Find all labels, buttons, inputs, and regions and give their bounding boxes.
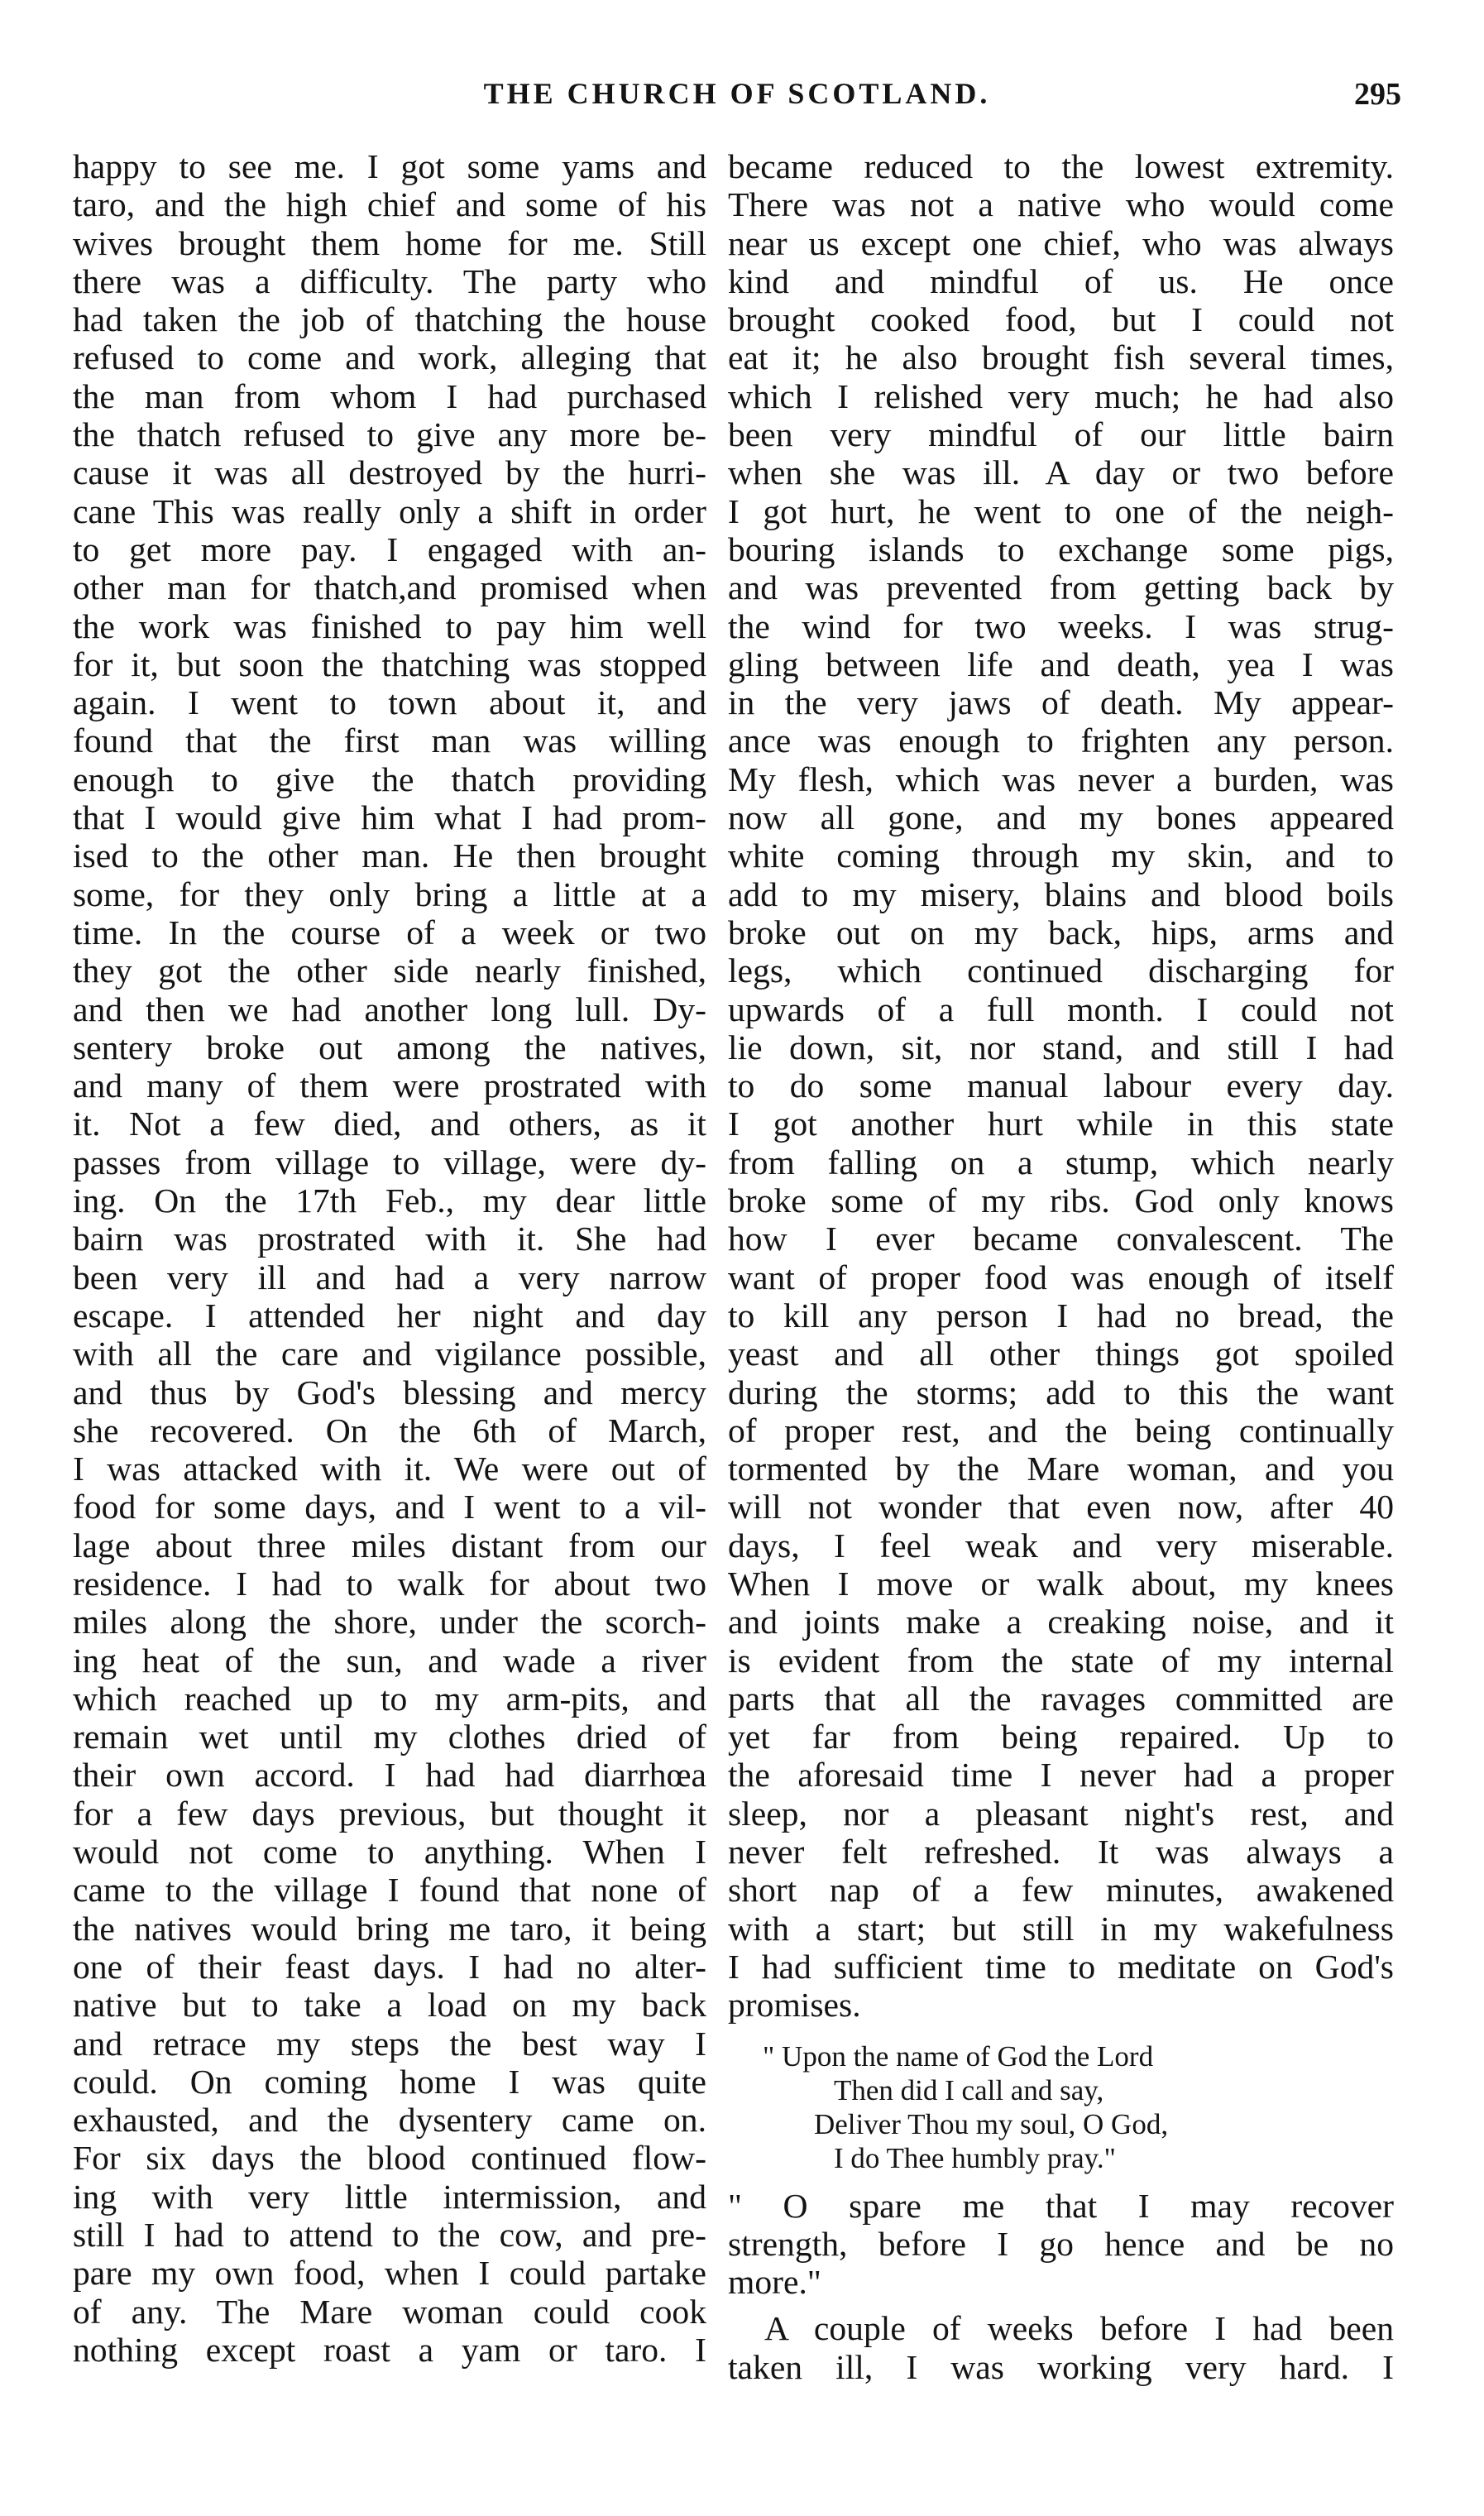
text-line: now all gone, and my bones appeared (728, 798, 1394, 837)
text-line: upwards of a full month. I could not (728, 990, 1394, 1028)
text-line: of proper rest, and the being continually (728, 1411, 1394, 1450)
text-line: during the storms; add to this the want (728, 1373, 1394, 1411)
text-line: would not come to anything. When I (73, 1833, 706, 1871)
text-line: for a few days previous, but thought it (73, 1794, 706, 1833)
text-line: refused to come and work, alleging that (73, 338, 706, 377)
right-column (728, 147, 1394, 2386)
text-line: been very mindful of our little bairn (728, 415, 1394, 454)
verse-line: " Upon the name of God the Lord (763, 2039, 1154, 2073)
text-line: for it, but soon the thatching was stopped (73, 645, 706, 683)
text-line: it. Not a few died, and others, as it (73, 1105, 706, 1143)
text-line: and was prevented from getting back by (728, 568, 1394, 607)
text-line: There was not a native who would come (728, 185, 1394, 224)
text-line: strength, before I go hence and be no (728, 2224, 1394, 2263)
text-line: and then we had another long lull. Dy- (73, 990, 706, 1028)
text-line: ing heat of the sun, and wade a river (73, 1641, 706, 1680)
text-line: I was attacked with it. We were out of (73, 1450, 706, 1488)
text-line: escape. I attended her night and day (73, 1296, 706, 1335)
verse-line: Then did I call and say, (834, 2073, 1104, 2106)
verse-line: I do Thee humbly pray." (834, 2141, 1116, 2174)
text-line: My flesh, which was never a burden, was (728, 760, 1394, 798)
text-line: A couple of weeks before I had been (764, 2309, 1394, 2348)
text-line: passes from village to village, were dy- (73, 1143, 706, 1181)
text-line: with a start; but still in my wakefulness (728, 1909, 1394, 1948)
text-line: is evident from the state of my internal (728, 1641, 1394, 1680)
left-column (73, 147, 706, 2369)
text-line: ing. On the 17th Feb., my dear little (73, 1181, 706, 1220)
text-line: broke out on my back, hips, arms and (728, 913, 1394, 951)
running-title: THE CHURCH OF SCOTLAND. (483, 77, 991, 110)
text-line: of any. The Mare woman could cook (73, 2292, 706, 2331)
text-line: miles along the shore, under the scorch- (73, 1603, 706, 1641)
text-line: bouring islands to exchange some pigs, (728, 530, 1394, 568)
text-line: lage about three miles distant from our (73, 1526, 706, 1565)
text-line: short nap of a few minutes, awakened (728, 1871, 1394, 1910)
text-line: some, for they only bring a little at a (73, 875, 706, 913)
text-line: taro, and the high chief and some of his (73, 185, 706, 224)
text-line: I had sufficient time to meditate on God's (728, 1947, 1394, 1986)
text-line: found that the first man was willing (73, 721, 706, 760)
text-line: yeast and all other things got spoiled (728, 1335, 1394, 1373)
text-line: taken ill, I was working very hard. I (728, 2347, 1394, 2386)
text-line: been very ill and had a very narrow (73, 1258, 706, 1296)
text-line: near us except one chief, who was always (728, 223, 1394, 262)
text-line: broke some of my ribs. God only knows (728, 1181, 1394, 1220)
text-line: ised to the other man. He then brought (73, 836, 706, 875)
text-line: I got another hurt while in this state (728, 1105, 1394, 1143)
text-line: how I ever became convalescent. The (728, 1220, 1394, 1258)
text-line: to get more pay. I engaged with an- (73, 530, 706, 568)
text-line: to do some manual labour every day. (728, 1066, 1394, 1105)
text-line: there was a difficulty. The party who (73, 261, 706, 300)
text-line: when she was ill. A day or two before (728, 453, 1394, 492)
text-line: cane This was really only a shift in order (73, 491, 706, 530)
text-line: again. I went to town about it, and (73, 683, 706, 722)
text-line: had taken the job of thatching the house (73, 300, 706, 339)
text-line: wives brought them home for me. Still (73, 223, 706, 262)
text-line: legs, which continued discharging for (728, 951, 1394, 990)
text-line: brought cooked food, but I could not (728, 300, 1394, 339)
text-line: the thatch refused to give any more be- (73, 415, 706, 454)
text-line: which I relished very much; he had also (728, 376, 1394, 415)
text-line: the aforesaid time I never had a proper (728, 1756, 1394, 1795)
text-line: with all the care and vigilance possible, (73, 1335, 706, 1373)
text-line: white coming through my skin, and to (728, 836, 1394, 875)
text-line: tormented by the Mare woman, and you (728, 1450, 1394, 1488)
text-line: sleep, nor a pleasant night's rest, and (728, 1794, 1394, 1833)
text-line: lie down, sit, nor stand, and still I had (728, 1028, 1394, 1066)
text-line: For six days the blood continued flow- (73, 2139, 706, 2178)
verse-line: Deliver Thou my soul, O God, (814, 2107, 1169, 2140)
text-line: still I had to attend to the cow, and pre- (73, 2216, 706, 2255)
text-line: I got hurt, he went to one of the neigh- (728, 491, 1394, 530)
text-line: add to my misery, blains and blood boils (728, 875, 1394, 913)
text-line: to kill any person I had no bread, the (728, 1296, 1394, 1335)
text-line: and joints make a creaking noise, and it (728, 1603, 1394, 1641)
text-line: nothing except roast a yam or taro. I (73, 2330, 706, 2369)
text-line: cause it was all destroyed by the hurri- (73, 453, 706, 492)
text-line: could. On coming home I was quite (73, 2062, 706, 2101)
text-line: the wind for two weeks. I was strug- (728, 606, 1394, 645)
text-line: she recovered. On the 6th of March, (73, 1411, 706, 1450)
text-line: which reached up to my arm-pits, and (73, 1679, 706, 1718)
text-line: kind and mindful of us. He once (728, 261, 1394, 300)
text-line: never felt refreshed. It was always a (728, 1833, 1394, 1871)
page-number: 295 (1354, 77, 1401, 112)
text-line: the work was finished to pay him well (73, 606, 706, 645)
text-line: the natives would bring me taro, it being (73, 1909, 706, 1948)
text-line: days, I feel weak and very miserable. (728, 1526, 1394, 1565)
prayer-paragraph (728, 2187, 1394, 2302)
text-line: came to the village I found that none of (73, 1871, 706, 1910)
text-line: time. In the course of a week or two (73, 913, 706, 951)
text-line: promises. (728, 1986, 861, 2025)
text-line: will not wonder that even now, after 40 (728, 1488, 1394, 1526)
closing-paragraph (728, 2309, 1394, 2386)
text-line: from falling on a stump, which nearly (728, 1143, 1394, 1181)
text-line: became reduced to the lowest extremity. (728, 147, 1394, 185)
text-line: ance was enough to frighten any person. (728, 721, 1394, 760)
text-line: eat it; he also brought fish several times, (728, 338, 1394, 377)
text-line: " O spare me that I may recover (728, 2186, 1394, 2225)
paragraph-gap (728, 2301, 1394, 2309)
text-line: native but to take a load on my back (73, 1986, 706, 2025)
text-line: yet far from being repaired. Up to (728, 1718, 1394, 1756)
text-line: parts that all the ravages committed are (728, 1679, 1394, 1718)
text-line: their own accord. I had had diarrhœa (73, 1756, 706, 1795)
right-column-body (728, 147, 1394, 2025)
text-line: food for some days, and I went to a vil- (73, 1488, 706, 1526)
text-line: more." (728, 2263, 821, 2302)
text-line: happy to see me. I got some yams and (73, 147, 706, 185)
text-line: sentery broke out among the natives, (73, 1028, 706, 1066)
text-line: ing with very little intermission, and (73, 2177, 706, 2216)
text-line: other man for thatch,and promised when (73, 568, 706, 607)
text-line: the man from whom I had purchased (73, 376, 706, 415)
page-header (73, 76, 1401, 126)
text-line: and retrace my steps the best way I (73, 2024, 706, 2063)
text-line: that I would give him what I had prom- (73, 798, 706, 837)
text-line: they got the other side nearly finished, (73, 951, 706, 990)
text-line: and many of them were prostrated with (73, 1066, 706, 1105)
text-line: want of proper food was enough of itself (728, 1258, 1394, 1296)
text-line: remain wet until my clothes dried of (73, 1718, 706, 1756)
text-line: enough to give the thatch providing (73, 760, 706, 798)
text-line: pare my own food, when I could partake (73, 2254, 706, 2293)
text-line: exhausted, and the dysentery came on. (73, 2101, 706, 2140)
text-line: When I move or walk about, my knees (728, 1564, 1394, 1603)
text-line: residence. I had to walk for about two (73, 1564, 706, 1603)
text-line: gling between life and death, yea I was (728, 645, 1394, 683)
text-line: in the very jaws of death. My appear- (728, 683, 1394, 722)
verse-quotation (728, 2039, 1394, 2175)
text-line: bairn was prostrated with it. She had (73, 1220, 706, 1258)
text-line: and thus by God's blessing and mercy (73, 1373, 706, 1411)
text-line: one of their feast days. I had no alter- (73, 1947, 706, 1986)
